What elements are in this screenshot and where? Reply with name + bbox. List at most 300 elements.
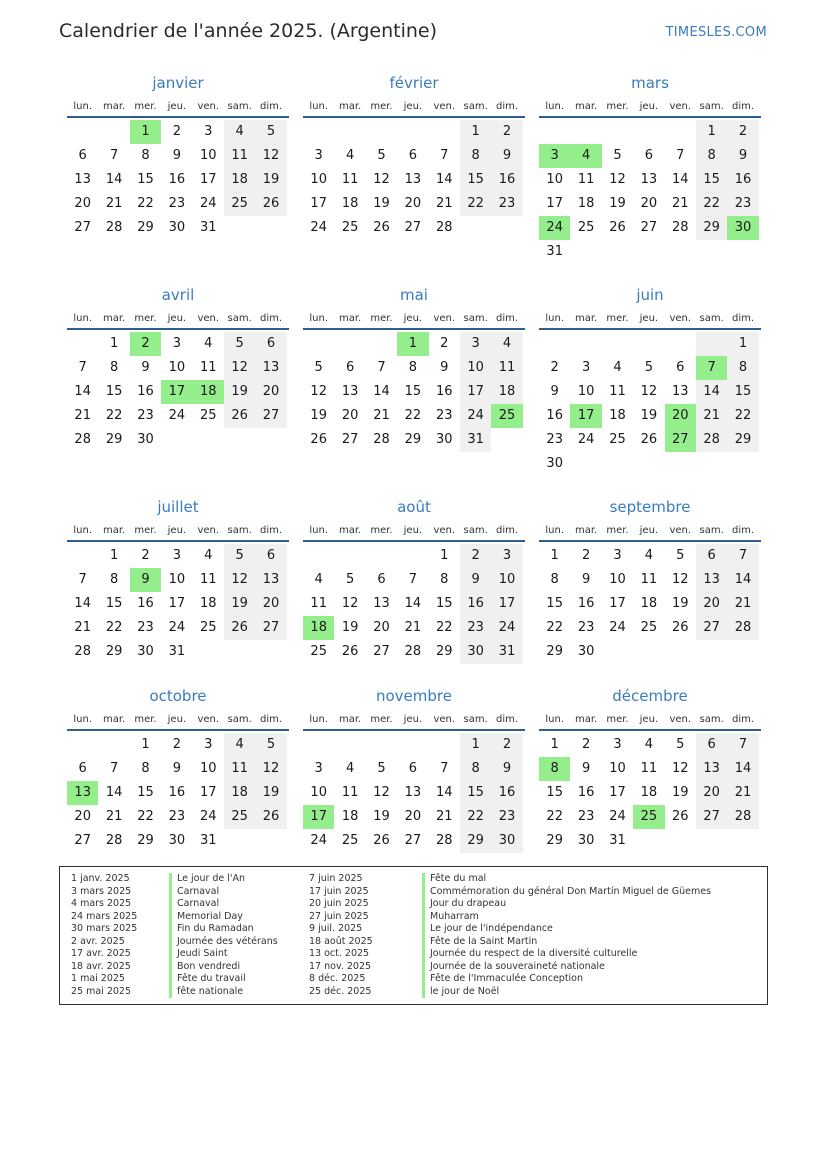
weekday-label: dim. bbox=[496, 313, 519, 324]
legend-row bbox=[71, 948, 278, 961]
day-cell: 18 bbox=[199, 596, 217, 611]
day-cell: 10 bbox=[546, 172, 563, 187]
legend-holiday-name: Memorial Day bbox=[169, 911, 243, 924]
day-cell: 6 bbox=[696, 733, 727, 757]
day-cell: 14 bbox=[696, 380, 727, 404]
day-cell: 24 bbox=[168, 408, 186, 423]
weekday-label: ven. bbox=[669, 525, 692, 536]
day-cell: 11 bbox=[224, 144, 255, 168]
month-name: décembre bbox=[612, 687, 688, 705]
day-cell: 26 bbox=[310, 432, 327, 447]
day-cell: 16 bbox=[727, 168, 758, 192]
day-cell: 20 bbox=[696, 592, 727, 616]
day-cell: 11 bbox=[199, 572, 217, 587]
day-cell: 9 bbox=[581, 572, 591, 587]
empty-cell bbox=[334, 120, 365, 144]
legend-column-left bbox=[71, 873, 278, 998]
days-grid bbox=[303, 544, 525, 664]
day-cell: 23 bbox=[435, 408, 453, 423]
day-cell: 2 bbox=[491, 733, 522, 757]
legend-row bbox=[71, 873, 278, 886]
weekday-label: mer. bbox=[370, 313, 393, 324]
weekday-header bbox=[303, 308, 525, 330]
day-cell: 29 bbox=[460, 829, 491, 853]
day-cell: 19 bbox=[373, 809, 390, 824]
day-cell: 28 bbox=[435, 833, 453, 848]
day-cell: 20 bbox=[74, 809, 91, 824]
month-name: janvier bbox=[152, 74, 204, 92]
day-cell: 23 bbox=[491, 805, 522, 829]
empty-cell bbox=[224, 428, 255, 452]
weekday-header bbox=[67, 308, 289, 330]
day-cell: 10 bbox=[577, 384, 595, 399]
day-cell: 8 bbox=[109, 572, 119, 587]
day-cell: 4 bbox=[224, 120, 255, 144]
day-cell: 1 bbox=[460, 733, 491, 757]
day-cell: 4 bbox=[613, 360, 622, 375]
day-cell: 17 bbox=[310, 196, 327, 211]
weekday-label: dim. bbox=[732, 714, 755, 725]
empty-cell bbox=[429, 120, 460, 144]
month-11 bbox=[303, 683, 525, 853]
day-cell: 2 bbox=[727, 120, 758, 144]
weekday-label: ven. bbox=[433, 313, 456, 324]
day-cell: 20 bbox=[404, 809, 422, 824]
day-cell: 15 bbox=[137, 785, 154, 800]
empty-cell bbox=[366, 733, 397, 757]
day-cell: 2 bbox=[172, 737, 181, 752]
day-cell: 22 bbox=[404, 408, 422, 423]
day-cell: 7 bbox=[78, 572, 87, 587]
weekday-label: ven. bbox=[433, 101, 456, 112]
day-cell: 19 bbox=[640, 408, 658, 423]
day-cell: 4 bbox=[314, 572, 323, 587]
empty-cell bbox=[397, 733, 428, 757]
weekday-label: mar. bbox=[574, 525, 598, 536]
empty-cell bbox=[570, 120, 601, 144]
weekday-label: mar. bbox=[102, 313, 126, 324]
day-cell: 7 bbox=[727, 544, 758, 568]
day-cell: 23 bbox=[491, 192, 522, 216]
days-grid bbox=[67, 120, 289, 240]
day-cell: 28 bbox=[727, 616, 758, 640]
holiday-day: 7 bbox=[696, 356, 727, 380]
day-cell: 26 bbox=[373, 220, 390, 235]
day-cell: 13 bbox=[255, 356, 286, 380]
weekday-label: jeu. bbox=[639, 525, 659, 536]
day-cell: 28 bbox=[435, 220, 453, 235]
day-cell: 10 bbox=[460, 356, 491, 380]
day-cell: 11 bbox=[609, 384, 626, 399]
days-grid bbox=[303, 332, 525, 452]
weekday-header bbox=[303, 96, 525, 118]
day-cell: 6 bbox=[644, 148, 653, 163]
empty-cell bbox=[602, 332, 633, 356]
day-cell: 22 bbox=[460, 192, 491, 216]
day-cell: 9 bbox=[727, 144, 758, 168]
legend-date: 18 avr. 2025 bbox=[71, 960, 131, 972]
days-grid bbox=[539, 332, 761, 476]
day-cell: 2 bbox=[172, 124, 181, 139]
day-cell: 31 bbox=[199, 833, 217, 848]
holiday-day: 3 bbox=[539, 144, 570, 168]
day-cell: 11 bbox=[640, 572, 658, 587]
day-cell: 21 bbox=[727, 781, 758, 805]
empty-cell bbox=[602, 452, 633, 476]
empty-cell bbox=[429, 733, 460, 757]
legend-date: 17 avr. 2025 bbox=[71, 948, 131, 959]
day-cell: 10 bbox=[168, 572, 186, 587]
day-cell: 16 bbox=[491, 168, 522, 192]
legend-row bbox=[71, 936, 278, 949]
day-cell: 25 bbox=[577, 220, 595, 235]
day-cell: 8 bbox=[727, 356, 758, 380]
day-cell: 13 bbox=[74, 172, 91, 187]
day-cell: 15 bbox=[696, 168, 727, 192]
weekday-label: dim. bbox=[260, 101, 283, 112]
day-cell: 13 bbox=[404, 172, 422, 187]
day-cell: 5 bbox=[676, 737, 685, 752]
weekday-label: mar. bbox=[338, 313, 362, 324]
day-cell: 9 bbox=[172, 148, 181, 163]
day-cell: 8 bbox=[440, 572, 449, 587]
empty-cell bbox=[570, 452, 601, 476]
empty-cell bbox=[334, 544, 365, 568]
weekday-label: mer. bbox=[606, 714, 629, 725]
day-cell: 6 bbox=[78, 148, 87, 163]
day-cell: 24 bbox=[609, 809, 626, 824]
day-cell: 25 bbox=[609, 432, 626, 447]
legend-column-right bbox=[309, 873, 711, 998]
day-cell: 30 bbox=[491, 829, 522, 853]
day-cell: 23 bbox=[137, 620, 154, 635]
weekday-label: dim. bbox=[732, 313, 755, 324]
day-cell: 15 bbox=[546, 596, 563, 611]
days-grid bbox=[303, 733, 525, 853]
legend-holiday-name: Fête de l'Immaculée Conception bbox=[422, 973, 583, 986]
month-12 bbox=[539, 683, 761, 853]
month-name: avril bbox=[161, 286, 195, 304]
day-cell: 11 bbox=[341, 785, 359, 800]
day-cell: 4 bbox=[224, 733, 255, 757]
day-cell: 12 bbox=[341, 596, 359, 611]
day-cell: 9 bbox=[440, 360, 449, 375]
day-cell: 18 bbox=[491, 380, 522, 404]
holiday-day: 25 bbox=[491, 404, 522, 428]
legend-date: 7 juin 2025 bbox=[309, 873, 363, 884]
day-cell: 12 bbox=[671, 572, 689, 587]
weekday-label: mer. bbox=[134, 313, 157, 324]
month-2 bbox=[303, 70, 525, 240]
legend-holiday-name: Journée des vétérans bbox=[169, 936, 278, 949]
legend-date: 17 juin 2025 bbox=[309, 885, 369, 897]
day-cell: 9 bbox=[581, 761, 591, 776]
day-cell: 10 bbox=[199, 761, 217, 776]
day-cell: 22 bbox=[696, 192, 727, 216]
day-cell: 6 bbox=[255, 332, 286, 356]
day-cell: 24 bbox=[168, 620, 186, 635]
weekday-label: mer. bbox=[606, 525, 629, 536]
day-cell: 7 bbox=[408, 572, 417, 587]
day-cell: 22 bbox=[137, 809, 154, 824]
empty-cell bbox=[397, 544, 428, 568]
holiday-day: 18 bbox=[303, 616, 334, 640]
weekday-label: jeu. bbox=[167, 101, 187, 112]
weekday-header bbox=[67, 96, 289, 118]
legend-row bbox=[71, 898, 278, 911]
day-cell: 20 bbox=[341, 408, 359, 423]
holiday-day: 20 bbox=[665, 404, 696, 428]
empty-cell bbox=[696, 240, 727, 264]
day-cell: 27 bbox=[373, 644, 390, 659]
day-cell: 24 bbox=[491, 616, 522, 640]
empty-cell bbox=[633, 240, 664, 264]
weekday-label: mar. bbox=[338, 101, 362, 112]
empty-cell bbox=[696, 332, 727, 356]
empty-cell bbox=[665, 829, 696, 853]
day-cell: 19 bbox=[671, 785, 689, 800]
day-cell: 19 bbox=[224, 380, 255, 404]
day-cell: 3 bbox=[581, 360, 591, 375]
empty-cell bbox=[602, 640, 633, 664]
day-cell: 19 bbox=[341, 620, 359, 635]
legend-holiday-name: le jour de Noël bbox=[422, 986, 499, 999]
weekday-header bbox=[303, 709, 525, 731]
day-cell: 30 bbox=[168, 833, 186, 848]
legend-date: 3 mars 2025 bbox=[71, 885, 132, 897]
day-cell: 14 bbox=[435, 785, 453, 800]
empty-cell bbox=[602, 120, 633, 144]
day-cell: 26 bbox=[671, 809, 689, 824]
day-cell: 22 bbox=[137, 196, 154, 211]
day-cell: 7 bbox=[440, 761, 449, 776]
weekday-label: lun. bbox=[545, 714, 565, 725]
day-cell: 17 bbox=[609, 785, 626, 800]
holiday-day: 8 bbox=[539, 757, 570, 781]
day-cell: 18 bbox=[341, 196, 359, 211]
weekday-label: sam. bbox=[699, 313, 724, 324]
weekday-label: lun. bbox=[73, 714, 93, 725]
weekday-label: ven. bbox=[669, 313, 692, 324]
weekday-label: mer. bbox=[606, 101, 629, 112]
legend-date: 18 août 2025 bbox=[309, 935, 373, 947]
weekday-label: jeu. bbox=[403, 101, 423, 112]
day-cell: 21 bbox=[74, 620, 91, 635]
weekday-label: dim. bbox=[496, 101, 519, 112]
empty-cell bbox=[665, 240, 696, 264]
day-cell: 5 bbox=[314, 360, 323, 375]
empty-cell bbox=[255, 216, 286, 240]
empty-cell bbox=[665, 640, 696, 664]
day-cell: 13 bbox=[373, 596, 390, 611]
day-cell: 9 bbox=[460, 568, 491, 592]
month-7 bbox=[67, 494, 289, 664]
day-cell: 25 bbox=[310, 644, 327, 659]
day-cell: 12 bbox=[255, 757, 286, 781]
empty-cell bbox=[727, 452, 758, 476]
weekday-label: mar. bbox=[574, 313, 598, 324]
day-cell: 18 bbox=[224, 168, 255, 192]
day-cell: 25 bbox=[640, 620, 658, 635]
weekday-label: sam. bbox=[699, 525, 724, 536]
weekday-label: lun. bbox=[309, 101, 329, 112]
holiday-day: 30 bbox=[727, 216, 758, 240]
day-cell: 24 bbox=[577, 432, 595, 447]
day-cell: 18 bbox=[224, 781, 255, 805]
legend-date: 20 juin 2025 bbox=[309, 898, 369, 909]
weekday-label: ven. bbox=[433, 714, 456, 725]
empty-cell bbox=[366, 332, 397, 356]
day-cell: 16 bbox=[137, 596, 154, 611]
day-cell: 8 bbox=[408, 360, 417, 375]
day-cell: 14 bbox=[74, 596, 91, 611]
empty-cell bbox=[633, 332, 664, 356]
day-cell: 24 bbox=[460, 404, 491, 428]
legend-holiday-name: Fête du mal bbox=[422, 873, 486, 886]
legend-date: 2 avr. 2025 bbox=[71, 935, 125, 947]
day-cell: 3 bbox=[460, 332, 491, 356]
legend-row bbox=[71, 973, 278, 986]
empty-cell bbox=[366, 120, 397, 144]
day-cell: 6 bbox=[408, 148, 417, 163]
day-cell: 11 bbox=[491, 356, 522, 380]
day-cell: 9 bbox=[172, 761, 181, 776]
brand-link[interactable]: TIMESLES.COM bbox=[665, 25, 767, 40]
legend-holiday-name: Jeudi Saint bbox=[169, 948, 228, 961]
weekday-label: jeu. bbox=[639, 714, 659, 725]
weekday-header bbox=[539, 520, 761, 542]
day-cell: 25 bbox=[199, 620, 217, 635]
day-cell: 16 bbox=[137, 384, 154, 399]
empty-cell bbox=[303, 544, 334, 568]
month-name: juin bbox=[636, 286, 664, 304]
legend-date: 24 mars 2025 bbox=[71, 910, 138, 922]
day-cell: 15 bbox=[137, 172, 154, 187]
day-cell: 27 bbox=[640, 220, 658, 235]
day-cell: 15 bbox=[460, 168, 491, 192]
day-cell: 31 bbox=[609, 833, 626, 848]
day-cell: 27 bbox=[74, 220, 91, 235]
day-cell: 17 bbox=[199, 785, 217, 800]
day-cell: 6 bbox=[408, 761, 417, 776]
day-cell: 29 bbox=[727, 428, 758, 452]
day-cell: 23 bbox=[577, 809, 595, 824]
day-cell: 23 bbox=[168, 809, 186, 824]
weekday-label: sam. bbox=[463, 101, 488, 112]
empty-cell bbox=[727, 240, 758, 264]
day-cell: 20 bbox=[373, 620, 390, 635]
empty-cell bbox=[665, 332, 696, 356]
day-cell: 13 bbox=[696, 568, 727, 592]
empty-cell bbox=[303, 733, 334, 757]
weekday-label: ven. bbox=[669, 101, 692, 112]
weekday-label: sam. bbox=[227, 525, 252, 536]
days-grid bbox=[539, 544, 761, 664]
weekday-label: ven. bbox=[433, 525, 456, 536]
legend-row bbox=[309, 898, 711, 911]
empty-cell bbox=[224, 216, 255, 240]
month-name: mars bbox=[631, 74, 669, 92]
empty-cell bbox=[303, 332, 334, 356]
month-name: septembre bbox=[609, 498, 691, 516]
day-cell: 23 bbox=[727, 192, 758, 216]
month-name: février bbox=[389, 74, 439, 92]
day-cell: 5 bbox=[345, 572, 355, 587]
empty-cell bbox=[255, 640, 286, 664]
legend-date: 1 mai 2025 bbox=[71, 973, 125, 984]
legend-holiday-name: Le jour de l'indépendance bbox=[422, 923, 553, 936]
weekday-label: mar. bbox=[338, 714, 362, 725]
day-cell: 1 bbox=[141, 737, 150, 752]
day-cell: 30 bbox=[577, 833, 595, 848]
day-cell: 7 bbox=[440, 148, 449, 163]
day-cell: 28 bbox=[404, 644, 422, 659]
day-cell: 21 bbox=[727, 592, 758, 616]
holiday-day: 2 bbox=[130, 332, 161, 356]
legend-holiday-name: Commémoration du général Don Martín Miguel de Güemes bbox=[422, 886, 711, 899]
weekday-label: lun. bbox=[545, 101, 565, 112]
day-cell: 3 bbox=[172, 548, 181, 563]
day-cell: 12 bbox=[373, 785, 390, 800]
day-cell: 8 bbox=[109, 360, 119, 375]
day-cell: 28 bbox=[727, 805, 758, 829]
day-cell: 11 bbox=[199, 360, 217, 375]
day-cell: 6 bbox=[78, 761, 87, 776]
day-cell: 30 bbox=[168, 220, 186, 235]
legend-holiday-name: Journée de la souveraineté nationale bbox=[422, 961, 605, 974]
holiday-day: 1 bbox=[397, 332, 428, 356]
day-cell: 21 bbox=[435, 809, 453, 824]
day-cell: 21 bbox=[435, 196, 453, 211]
day-cell: 11 bbox=[577, 172, 595, 187]
empty-cell bbox=[633, 120, 664, 144]
day-cell: 29 bbox=[546, 644, 563, 659]
weekday-label: ven. bbox=[197, 313, 220, 324]
empty-cell bbox=[633, 829, 664, 853]
day-cell: 25 bbox=[341, 833, 359, 848]
day-cell: 29 bbox=[137, 220, 154, 235]
weekday-header bbox=[539, 96, 761, 118]
day-cell: 31 bbox=[199, 220, 217, 235]
day-cell: 14 bbox=[105, 785, 123, 800]
day-cell: 16 bbox=[168, 172, 186, 187]
day-cell: 26 bbox=[671, 620, 689, 635]
day-cell: 26 bbox=[341, 644, 359, 659]
days-grid bbox=[67, 332, 289, 452]
weekday-label: ven. bbox=[197, 101, 220, 112]
day-cell: 20 bbox=[404, 196, 422, 211]
month-name: juillet bbox=[157, 498, 199, 516]
empty-cell bbox=[602, 240, 633, 264]
weekday-label: sam. bbox=[463, 714, 488, 725]
empty-cell bbox=[665, 452, 696, 476]
empty-cell bbox=[161, 428, 192, 452]
day-cell: 13 bbox=[696, 757, 727, 781]
weekday-label: mer. bbox=[370, 714, 393, 725]
day-cell: 4 bbox=[345, 148, 355, 163]
day-cell: 4 bbox=[644, 737, 653, 752]
day-cell: 22 bbox=[435, 620, 453, 635]
empty-cell bbox=[539, 120, 570, 144]
days-grid bbox=[539, 733, 761, 853]
day-cell: 22 bbox=[727, 404, 758, 428]
holiday-day: 24 bbox=[539, 216, 570, 240]
day-cell: 3 bbox=[172, 336, 181, 351]
day-cell: 7 bbox=[78, 360, 87, 375]
day-cell: 4 bbox=[204, 548, 213, 563]
day-cell: 1 bbox=[440, 548, 449, 563]
day-cell: 2 bbox=[440, 336, 449, 351]
